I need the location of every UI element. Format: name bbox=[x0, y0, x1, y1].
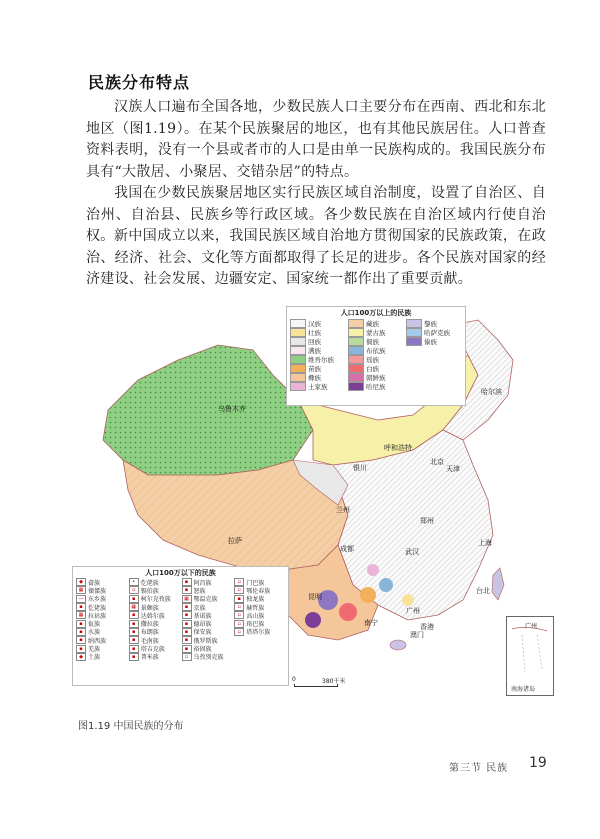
map-patch bbox=[367, 564, 379, 576]
legend-label: 塔吉克族 bbox=[140, 646, 165, 654]
legend-label: 苗族 bbox=[308, 364, 321, 373]
legend-label: 俄罗斯族 bbox=[193, 637, 218, 645]
legend-swatch bbox=[290, 328, 306, 337]
legend-label: 珞巴族 bbox=[246, 621, 265, 629]
legend-swatch bbox=[348, 346, 364, 355]
legend-minor-item bbox=[182, 578, 233, 586]
legend-major-item bbox=[290, 373, 346, 381]
legend-marker-icon: ▪ bbox=[129, 636, 139, 644]
city-hohhot: 呼和浩特 bbox=[384, 444, 412, 452]
legend-label: 基诺族 bbox=[193, 612, 212, 620]
legend-minor-item bbox=[234, 636, 285, 644]
legend-label: 鄂伦春族 bbox=[246, 587, 271, 595]
legend-minor-item bbox=[76, 653, 127, 661]
legend-label: 水族 bbox=[88, 629, 101, 637]
legend-major-item bbox=[406, 337, 462, 345]
xinjiang-region bbox=[103, 345, 313, 480]
legend-major-item bbox=[290, 346, 346, 354]
legend-major-item bbox=[406, 328, 462, 336]
city-kunming: 昆明 bbox=[308, 593, 322, 601]
city-zhengzhou: 郑州 bbox=[420, 517, 434, 525]
legend-label: 阿昌族 bbox=[193, 579, 212, 587]
legend-major-item bbox=[406, 346, 462, 354]
legend-label: 纳西族 bbox=[88, 637, 107, 645]
legend-label: 哈尼族 bbox=[366, 382, 386, 391]
legend-swatch bbox=[348, 319, 364, 328]
legend-minor-item bbox=[234, 653, 285, 661]
legend-label: 达斡尔族 bbox=[140, 612, 165, 620]
legend-minor-item bbox=[76, 636, 127, 644]
city-nanning: 南宁 bbox=[364, 619, 378, 627]
legend-label: 维吾尔族 bbox=[308, 355, 334, 364]
legend-major-item bbox=[406, 319, 462, 327]
legend-minor-item bbox=[234, 644, 285, 652]
legend-label: 侗族 bbox=[366, 337, 379, 346]
section-heading: 民族分布特点 bbox=[88, 73, 191, 92]
legend-major-item bbox=[348, 364, 404, 372]
legend-minor-item bbox=[129, 653, 180, 661]
legend-major-item bbox=[348, 319, 404, 327]
legend-label: 蒙古族 bbox=[366, 328, 386, 337]
legend-label: 独龙族 bbox=[246, 596, 265, 604]
legend-marker-icon: ▪ bbox=[234, 595, 244, 603]
legend-major-item bbox=[290, 328, 346, 336]
city-tianjin: 天津 bbox=[446, 465, 460, 473]
legend-label: 普米族 bbox=[140, 654, 159, 662]
scale-unit: 380千米 bbox=[322, 678, 346, 685]
legend-marker-icon: ▪ bbox=[129, 653, 139, 661]
legend-major-item bbox=[290, 319, 346, 327]
legend-label: 塔塔尔族 bbox=[246, 629, 271, 637]
legend-label: 羌族 bbox=[88, 646, 101, 654]
city-lhasa: 拉萨 bbox=[228, 537, 242, 545]
legend-swatch bbox=[290, 355, 306, 364]
legend-major-item bbox=[290, 364, 346, 372]
city-wuhan: 武汉 bbox=[405, 548, 419, 556]
legend-major-item bbox=[348, 328, 404, 336]
legend-major-item bbox=[290, 355, 346, 363]
legend-marker-icon: ▪ bbox=[182, 603, 192, 611]
legend-label: 门巴族 bbox=[246, 579, 265, 587]
scale-zero: 0 bbox=[292, 676, 296, 683]
legend-swatch bbox=[406, 319, 422, 328]
map-patch bbox=[339, 603, 357, 621]
legend-swatch bbox=[406, 337, 422, 346]
legend-minor-item bbox=[76, 611, 127, 619]
legend-marker-icon: ▫ bbox=[182, 653, 192, 661]
legend-swatch bbox=[406, 328, 422, 337]
legend-marker-icon: ▪ bbox=[76, 603, 86, 611]
legend-marker-icon: ― bbox=[76, 595, 86, 603]
legend-minor-item bbox=[76, 644, 127, 652]
legend-label: 德昂族 bbox=[193, 621, 212, 629]
legend-label: 瑶族 bbox=[366, 355, 379, 364]
city-taipei: 台北 bbox=[476, 587, 490, 595]
legend-marker-icon: ▦ bbox=[182, 595, 192, 603]
legend-label: 仡佬族 bbox=[88, 604, 107, 612]
legend-marker-icon: ▪ bbox=[182, 636, 192, 644]
legend-label: 哈萨克族 bbox=[424, 328, 450, 337]
legend-marker-icon: ▦ bbox=[129, 603, 139, 611]
paragraph-autonomy: 我国在少数民族聚居地区实行民族区域自治制度，设置了自治区、自治州、自治县、民族乡等行政区域。各少数民族在自治区域内行使自治权。 bbox=[86, 185, 546, 244]
legend-label: 彝族 bbox=[308, 373, 321, 382]
map-patch bbox=[360, 587, 376, 603]
legend-marker-icon: ▪ bbox=[76, 628, 86, 636]
legend-marker-icon: ▪ bbox=[129, 611, 139, 619]
inset-label: 南海诸岛 bbox=[511, 686, 536, 693]
legend-swatch bbox=[348, 355, 364, 364]
legend-label: 土家族 bbox=[308, 382, 328, 391]
south-china-sea-inset bbox=[506, 616, 554, 696]
map-patch bbox=[402, 594, 414, 606]
legend-marker-icon: ▫ bbox=[234, 603, 244, 611]
legend-major-ethnic-groups bbox=[286, 306, 466, 406]
legend-major-item bbox=[406, 364, 462, 372]
legend-swatch bbox=[290, 382, 306, 391]
legend-major-item bbox=[348, 346, 404, 354]
legend-marker-icon: ▪ bbox=[76, 645, 86, 653]
legend-marker-icon: ▦ bbox=[76, 611, 86, 619]
city-hongkong: 香港 bbox=[420, 623, 434, 631]
legend-major-item bbox=[406, 373, 462, 381]
legend-marker-icon: ▪ bbox=[129, 645, 139, 653]
legend-label: 满族 bbox=[308, 346, 321, 355]
legend-label: 赫哲族 bbox=[246, 604, 265, 612]
legend-marker-icon: ▪ bbox=[182, 586, 192, 594]
map-patch bbox=[305, 612, 321, 628]
legend-marker-icon: ▪ bbox=[182, 628, 192, 636]
legend-marker-icon: • bbox=[129, 578, 139, 586]
legend-minor-item bbox=[234, 628, 285, 636]
legend-marker-icon: ▫ bbox=[234, 586, 244, 594]
legend-marker-icon: ▦ bbox=[76, 586, 86, 594]
legend-swatch bbox=[348, 373, 364, 382]
legend-swatch bbox=[290, 373, 306, 382]
legend-label: 裕固族 bbox=[193, 646, 212, 654]
legend-major-item bbox=[290, 337, 346, 345]
legend-label: 京族 bbox=[193, 604, 206, 612]
legend-label: 回族 bbox=[308, 337, 321, 346]
paragraph-distribution: 汉族人口遍布全国各地，少数民族人口主要分布在西南、西北和东北地区（图1.19）。在某个民族聚居的地区，也有其他民族居住。人口普查资料表明，没有一个县或者市的人口是由单一民族构成的。我国民族分布具有“大散居、小聚居、交错杂居”的特点。 bbox=[86, 99, 546, 180]
legend-label: 柯尔克孜族 bbox=[140, 596, 171, 604]
legend-label: 傣族 bbox=[424, 337, 437, 346]
legend-marker-icon: ▫ bbox=[234, 628, 244, 636]
legend-label: 高山族 bbox=[246, 612, 265, 620]
legend-swatch bbox=[348, 337, 364, 346]
legend-major-item bbox=[348, 373, 404, 381]
legend-label: 白族 bbox=[366, 364, 379, 373]
legend-minor-item bbox=[182, 653, 233, 661]
legend-label: 保安族 bbox=[193, 629, 212, 637]
map-patch bbox=[379, 578, 393, 592]
legend-label: 佤族 bbox=[88, 621, 101, 629]
legend-swatch bbox=[290, 346, 306, 355]
legend-label: 朝鲜族 bbox=[366, 373, 386, 382]
legend-label: 畲族 bbox=[88, 579, 101, 587]
legend-marker-icon: ▪ bbox=[182, 578, 192, 586]
legend-label: 藏族 bbox=[366, 319, 379, 328]
legend-label: 东乡族 bbox=[88, 596, 107, 604]
legend-major-item bbox=[348, 355, 404, 363]
legend-label: 景颇族 bbox=[140, 604, 159, 612]
legend-label: 撒拉族 bbox=[140, 621, 159, 629]
legend-marker-icon: ▫ bbox=[234, 578, 244, 586]
legend-minor-ethnic-groups bbox=[72, 566, 289, 686]
legend-minor-item bbox=[182, 595, 233, 603]
footer-section-title: 第三节 民族 bbox=[449, 763, 509, 774]
legend-label: 仡佬族 bbox=[140, 579, 159, 587]
legend-marker-icon: ▫ bbox=[129, 586, 139, 594]
legend-major-title: 人口100万以上的民族 bbox=[340, 309, 412, 317]
city-guangzhou: 广州 bbox=[406, 607, 420, 615]
legend-label: 乌孜别克族 bbox=[193, 654, 224, 662]
paragraph-progress: 新中国成立以来，我国民族区域自治地方贯彻国家的民族政策，在政治、经济、社会、文化等方面都取得了长足的进步。各个民族对国家的经济建设、社会发展、边疆安定、国家统一都作出了重要贡献。 bbox=[86, 228, 546, 287]
page-number: 19 bbox=[529, 755, 547, 771]
legend-marker-icon: ▪ bbox=[182, 611, 192, 619]
legend-swatch bbox=[348, 364, 364, 373]
city-yinchuan: 银川 bbox=[353, 464, 367, 472]
legend-label: 锡伯族 bbox=[140, 587, 159, 595]
legend-marker-icon: ▫ bbox=[234, 611, 244, 619]
legend-marker-icon: ▪ bbox=[182, 645, 192, 653]
city-chengdu: 成都 bbox=[340, 545, 354, 553]
legend-marker-icon: ▪ bbox=[182, 620, 192, 628]
legend-major-item bbox=[290, 382, 346, 390]
legend-marker-icon: ▪ bbox=[76, 620, 86, 628]
legend-major-item bbox=[348, 337, 404, 345]
legend-major-item bbox=[406, 382, 462, 390]
legend-marker-icon: ◆ bbox=[76, 653, 86, 661]
legend-swatch bbox=[348, 382, 364, 391]
legend-marker-icon: ◆ bbox=[76, 578, 86, 586]
legend-minor-item bbox=[76, 619, 127, 627]
city-harbin: 哈尔滨 bbox=[481, 388, 502, 396]
legend-label: 怒族 bbox=[193, 587, 206, 595]
taiwan-island bbox=[492, 568, 504, 600]
legend-label: 拉祜族 bbox=[88, 612, 107, 620]
legend-label: 壮族 bbox=[308, 328, 321, 337]
city-shanghai: 上海 bbox=[478, 539, 492, 547]
legend-minor-grid bbox=[73, 578, 288, 661]
legend-label: 毛南族 bbox=[140, 637, 159, 645]
legend-swatch bbox=[290, 319, 306, 328]
legend-label: 土族 bbox=[88, 654, 101, 662]
legend-label: 傈僳族 bbox=[88, 587, 107, 595]
legend-swatch bbox=[290, 337, 306, 346]
legend-label: 布依族 bbox=[366, 346, 386, 355]
legend-major-item bbox=[406, 355, 462, 363]
legend-swatch bbox=[348, 328, 364, 337]
legend-label: 汉族 bbox=[308, 319, 321, 328]
city-lanzhou: 兰州 bbox=[336, 506, 350, 514]
figure-caption: 图1.19 中国民族的分布 bbox=[78, 721, 184, 732]
legend-marker-icon: ▪ bbox=[129, 595, 139, 603]
scale-bar bbox=[294, 684, 338, 687]
legend-marker-icon: ▪ bbox=[129, 628, 139, 636]
legend-label: 布朗族 bbox=[140, 629, 159, 637]
city-beijing: 北京 bbox=[430, 458, 444, 466]
legend-swatch bbox=[290, 364, 306, 373]
hainan-island bbox=[390, 640, 406, 650]
legend-marker-icon: ▫ bbox=[234, 620, 244, 628]
city-macao: 澳门 bbox=[410, 631, 424, 639]
inset-city-guangzhou: 广州 bbox=[525, 623, 538, 630]
legend-major-grid bbox=[287, 318, 465, 391]
legend-marker-icon: ▪ bbox=[129, 620, 139, 628]
city-urumqi: 乌鲁木齐 bbox=[218, 405, 246, 413]
legend-label: 黎族 bbox=[424, 319, 437, 328]
legend-marker-icon: ▪ bbox=[76, 636, 86, 644]
legend-major-item bbox=[348, 382, 404, 390]
legend-label: 鄂温克族 bbox=[193, 596, 218, 604]
legend-minor-title: 人口100万以下的民族 bbox=[145, 569, 216, 577]
